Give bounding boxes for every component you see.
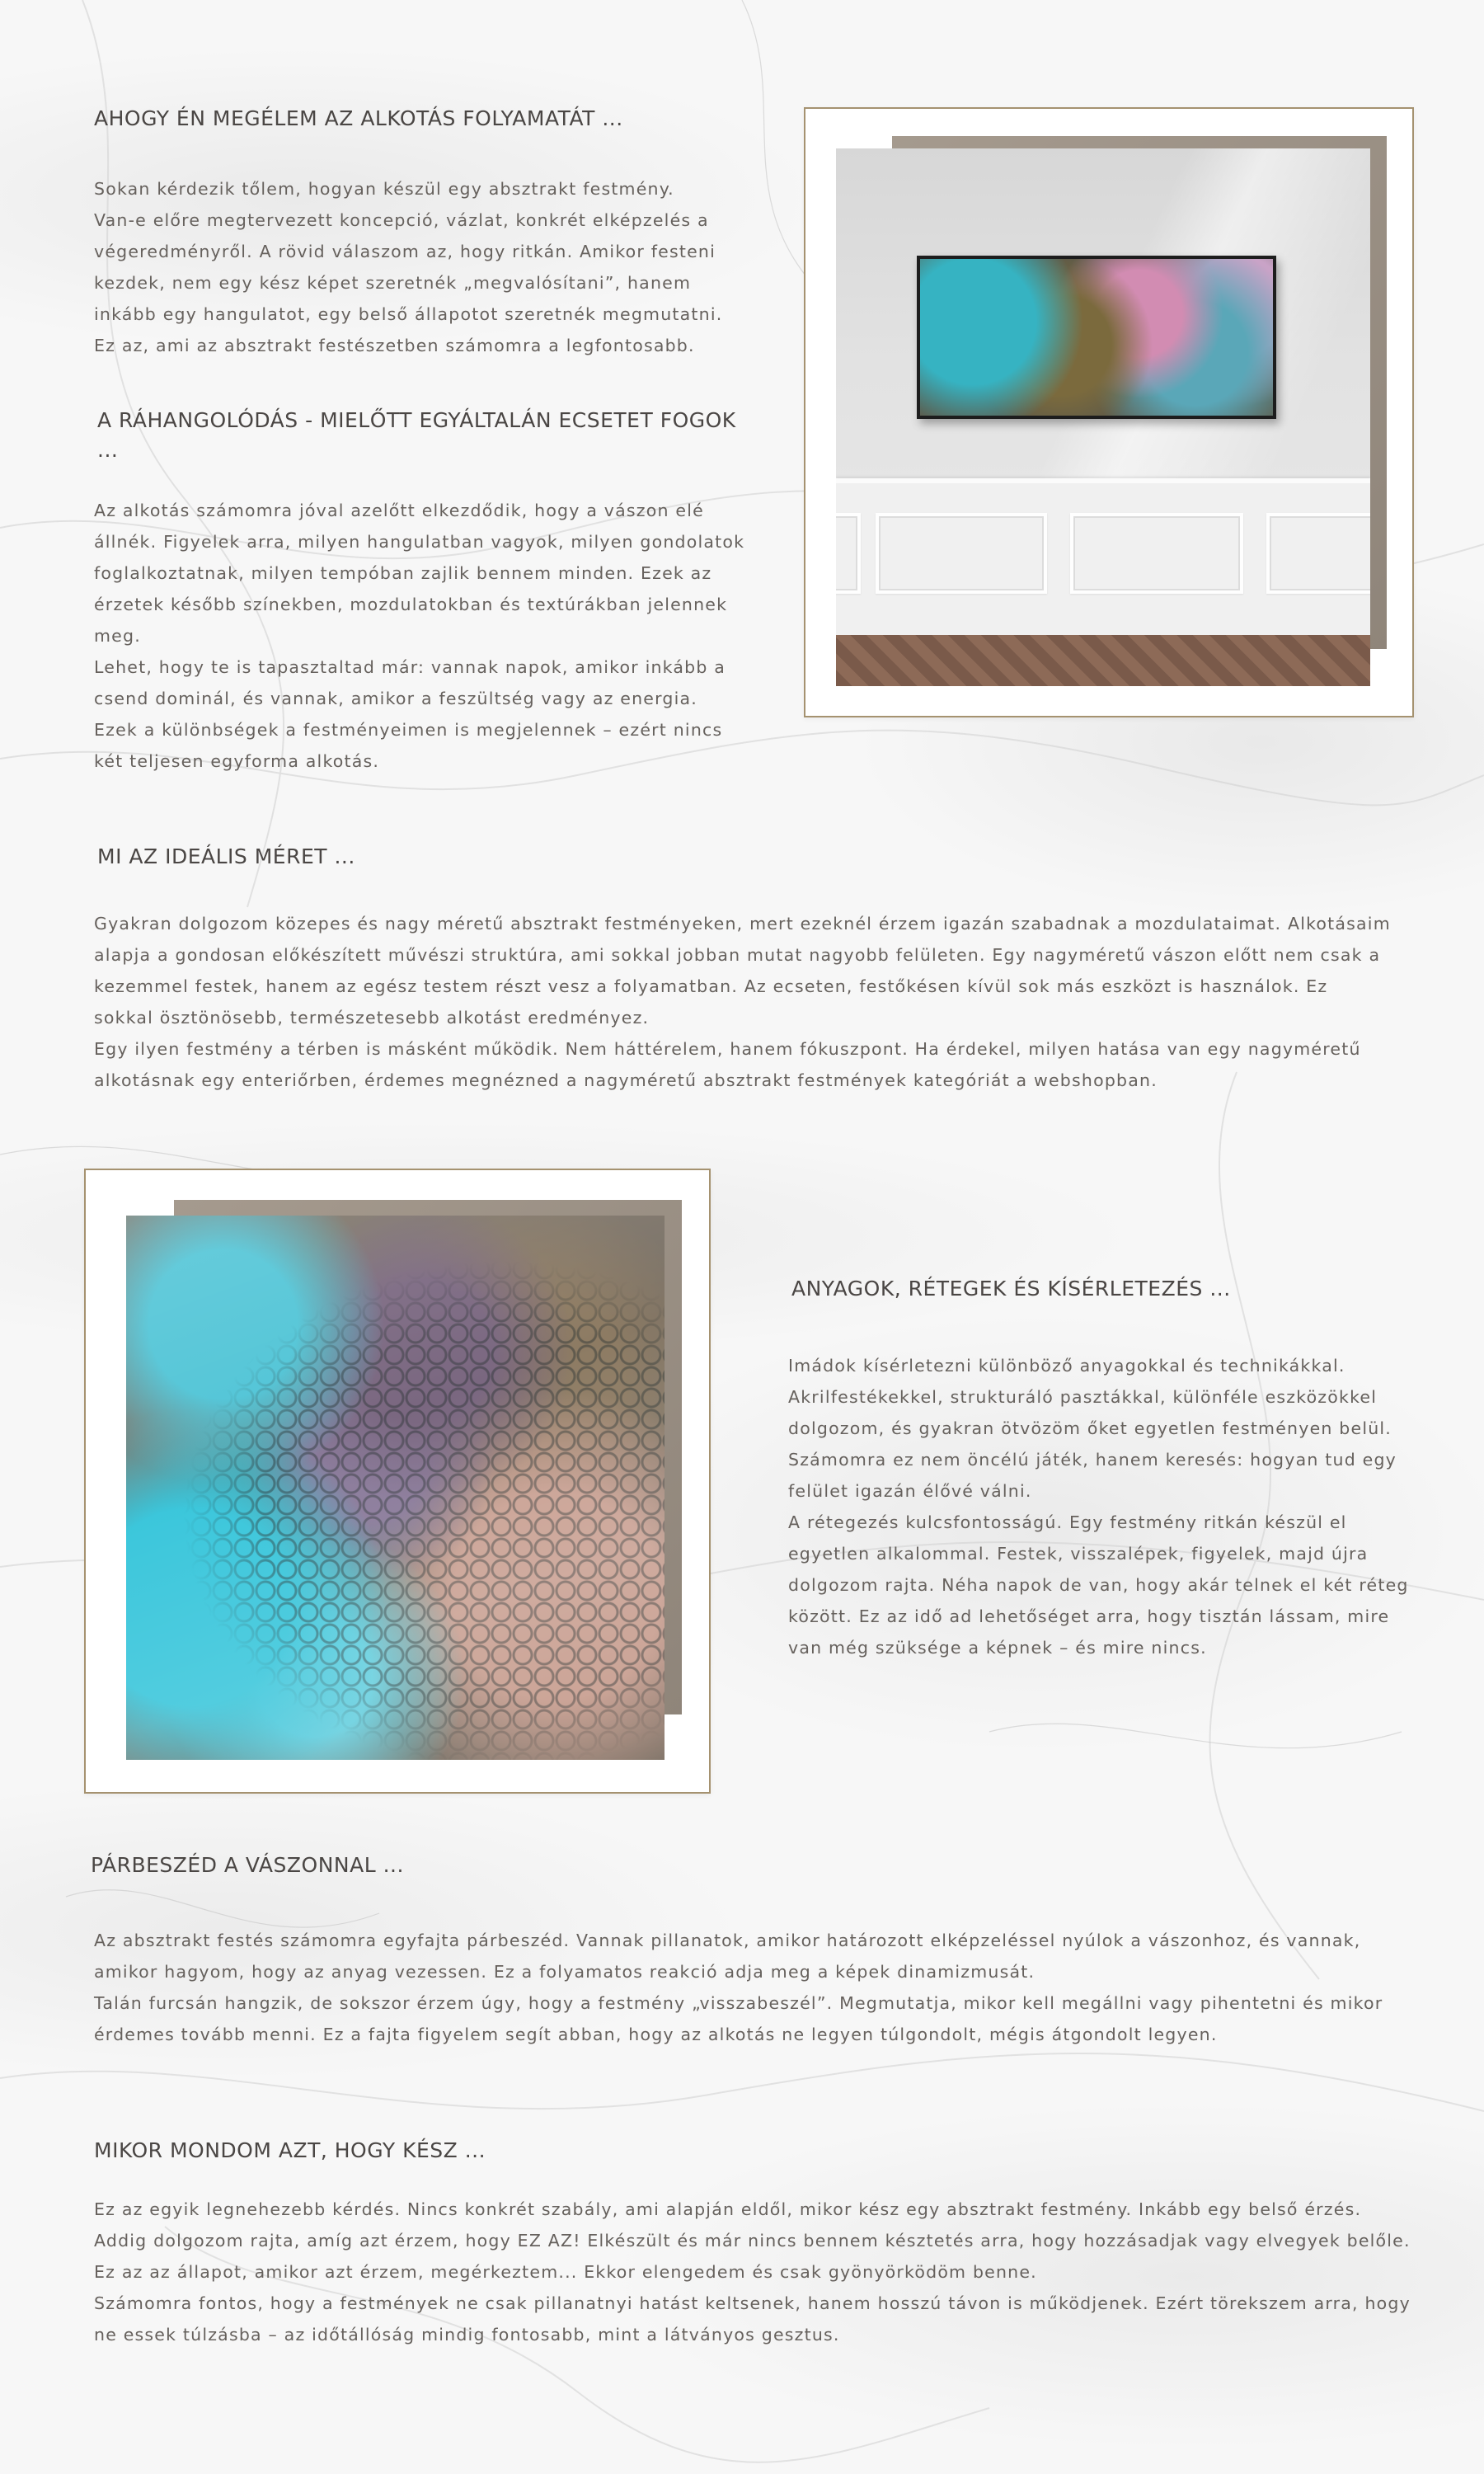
section-1-heading: AHOGY ÉN MEGÉLEM AZ ALKOTÁS FOLYAMATÁT ... <box>94 106 623 130</box>
herringbone-floor <box>836 635 1370 686</box>
abstract-texture-closeup-image <box>126 1216 665 1760</box>
section-5-heading: PÁRBESZÉD A VÁSZONNAL ... <box>91 1853 404 1877</box>
section-4-heading: ANYAGOK, RÉTEGEK ÉS KÍSÉRLETEZÉS ... <box>791 1277 1231 1300</box>
texture-image-frame <box>84 1169 711 1794</box>
section-2-heading: A RÁHANGOLÓDÁS - MIELŐTT EGYÁLTALÁN ECSETET FOGOK ... <box>97 408 736 462</box>
section-2-text: Az alkotás számomra jóval azelőtt elkezdődik, hogy a vászon elé állnék. Figyelek arra, milyen hangulatban vagyok, milyen gondolatok foglalkoztatnak, milyen tempóban zajlik bennem minden. Ezek az érzetek később színekben, mozdulatokban és textúrákban jelennek meg. Lehet, hogy te is tapasztaltad már: vannak napok, amikor inkább a csend dominál, és vannak, amikor a feszültség vagy az energia. Ezek a különbségek a festményeimen is megjelennek – ezért nincs két teljesen egyforma alkotás. <box>94 501 745 771</box>
room-image-frame <box>804 107 1414 717</box>
section-3-text: Gyakran dolgozom közepes és nagy méretű absztrakt festményeken, mert ezeknél érzem igazán szabadnak a mozdulataimat. Alkotásaim alapja a gondosan előkészített művészi struktúra, ami sokkal jobban mutat nagyobb felületen. Egy nagyméretű vászon előtt nem csak a kezemmel festek, hanem az egész testem részt vesz a folyamatban. Az ecseten, festőkésen kívül sok más eszközt is használok. Ez sokkal ösztönösebb, természetesebb alkotást eredményez. Egy ilyen festmény a térben is másként működik. Nem háttérelem, hanem fókuszpont. Ha érdekel, milyen hatása van egy nagyméretű alkotásnak egy enteriőrben, érdemes megnézned a nagyméretű absztrakt festmények kategóriát a webshopban. <box>94 914 1391 1090</box>
section-1-text: Sokan kérdezik tőlem, hogyan készül egy absztrakt festmény. Van-e előre megtervezett koncepció, vázlat, konkrét elképzelés a végeredményről. A rövid válaszom az, hogy ritkán. Amikor festeni kezdek, nem egy kész képet szeretnék „megvalósítani”, hanem inkább egy hangulatot, egy belső állapotot szeretnék megmutatni. Ez az, ami az absztrakt festészetben számomra a legfontosabb. <box>94 179 723 355</box>
room-interior-image <box>836 148 1370 686</box>
section-4-text: Imádok kísérletezni különböző anyagokkal és technikákkal. Akrilfestékekkel, strukturáló pasztákkal, különféle eszközökkel dolgozom, és gyakran ötvözöm őket egyetlen festményen belül. Számomra ez nem öncélú játék, hanem keresés: hogyan tud egy felület igazán élővé válni. A rétegezés kulcsfontosságú. Egy festmény ritkán készül el egyetlen alkalommal. Festek, visszalépek, figyelek, majd újra dolgozom rajta. Néha napok de van, hogy akár telnek el két réteg között. Ez az idő ad lehetőséget arra, hogy tisztán lássam, mire van még szüksége a képnek – és mire nincs. <box>788 1356 1409 1658</box>
section-3-heading: MI AZ IDEÁLIS MÉRET ... <box>97 844 355 868</box>
wall-panelling <box>836 478 1370 640</box>
section-6-text: Ez az egyik legnehezebb kérdés. Nincs konkrét szabály, ami alapján eldől, mikor kész egy absztrakt festmény. Inkább egy belső érzés. Addig dolgozom rajta, amíg azt érzem, hogy EZ AZ! Elkészült és már nincs bennem késztetés arra, hogy hozzásadjak vagy elvegyek belőle. Ez az az állapot, amikor azt érzem, megérkeztem... Ekkor elengedem és csak gyönyörködöm benne. Számomra fontos, hogy a festmények ne csak pillanatnyi hatást keltsenek, hanem hosszú távon is működjenek. Ezért törekszem arra, hogy ne essek túlzásba – az időtállóság mindig fontosabb, mint a látványos gesztus. <box>94 2199 1411 2345</box>
section-5-text: Az absztrakt festés számomra egyfajta párbeszéd. Vannak pillanatok, amikor határozott elképzeléssel nyúlok a vászonhoz, és vannak, amikor hagyom, hogy az anyag vezessen. Ez a folyamatos reakció adja meg a képek dinamizmusát. Talán furcsán hangzik, de sokszor érzem úgy, hogy a festmény „visszabeszél”. Megmutatja, mikor kell megállni vagy pihentetni és mikor érdemes tovább menni. Ez a fajta figyelem segít abban, hogy az alkotás ne legyen túlgondolt, mégis átgondolt legyen. <box>94 1931 1383 2044</box>
abstract-painting-on-wall <box>917 256 1276 419</box>
section-6-heading: MIKOR MONDOM AZT, HOGY KÉSZ ... <box>94 2138 486 2162</box>
